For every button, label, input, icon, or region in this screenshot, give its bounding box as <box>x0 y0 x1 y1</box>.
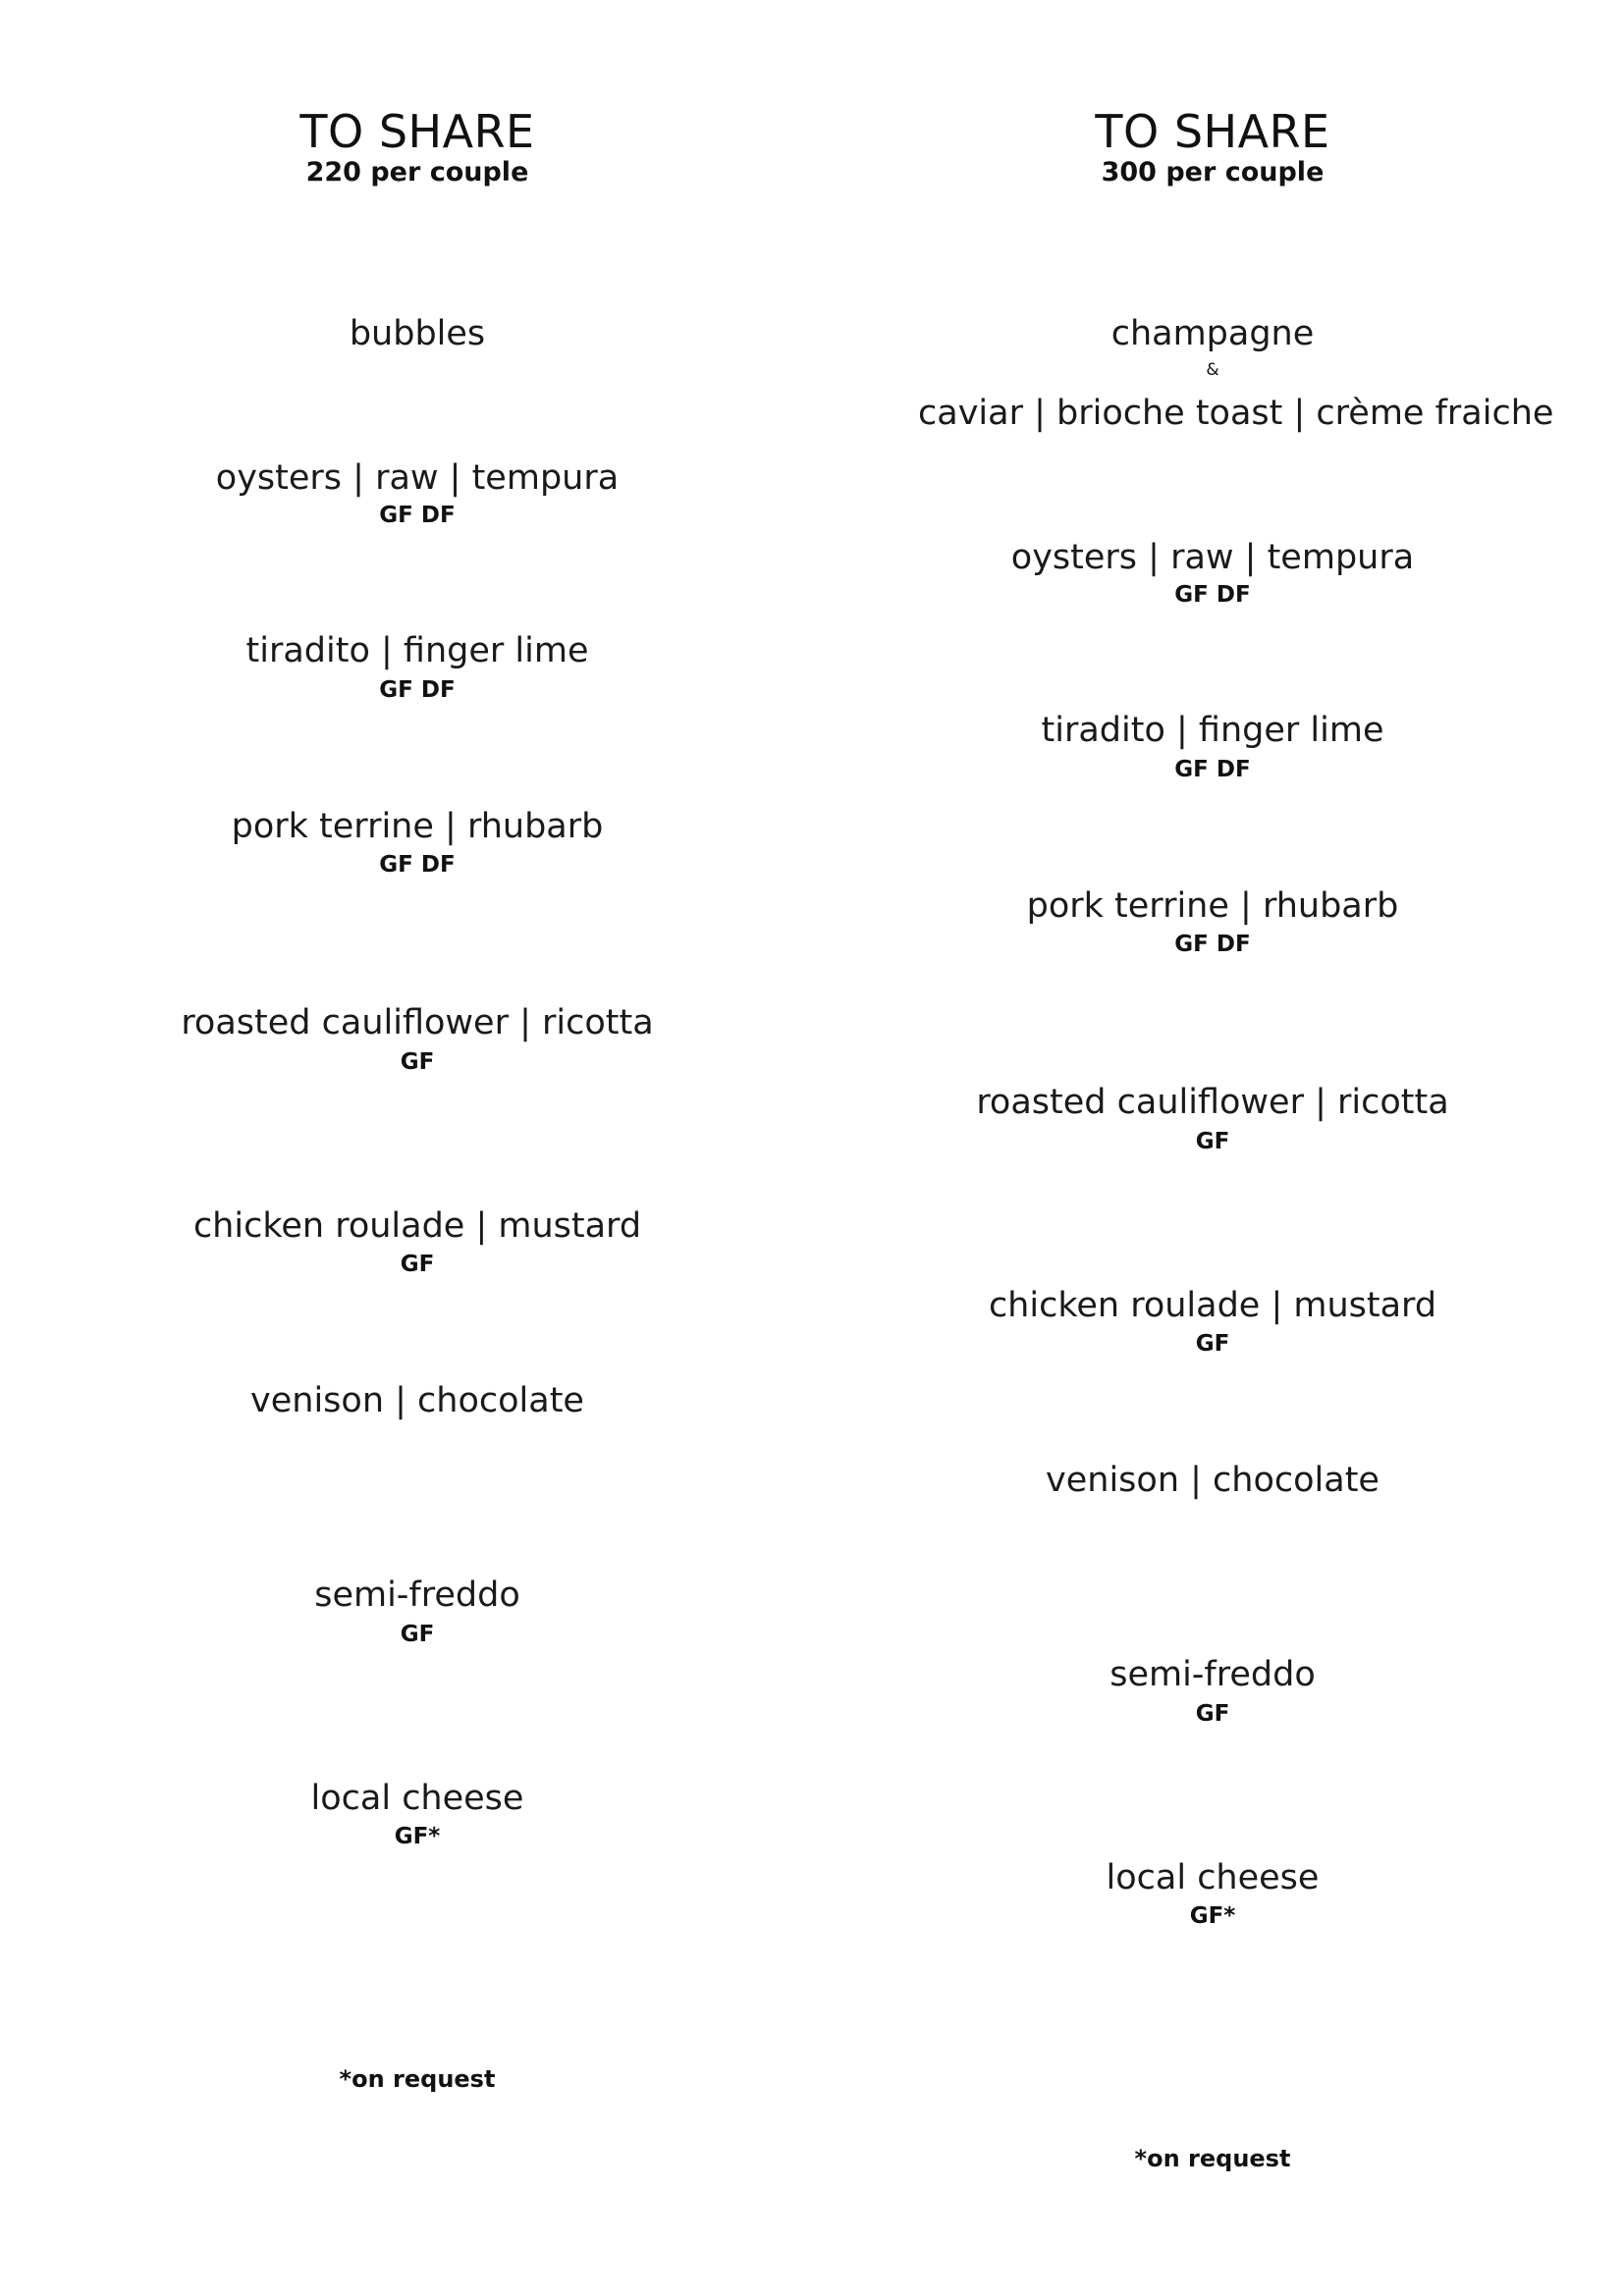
dietary-tags: GF <box>1195 1701 1230 1727</box>
dietary-tags: GF <box>1195 1129 1230 1154</box>
ampersand-joiner: & <box>1206 360 1219 380</box>
menu-item-dish: semi-freddo <box>314 1575 520 1615</box>
menu-column-left <box>123 0 712 2296</box>
dietary-tags: GF <box>400 1622 435 1647</box>
menu-item-dish: caviar | brioche toast | crème fraiche <box>918 394 1554 433</box>
menu-item-dish: venison | chocolate <box>250 1381 584 1420</box>
menu-item-dish: local cheese <box>1106 1858 1320 1897</box>
dietary-tags: GF* <box>1189 1903 1236 1929</box>
menu-item-dish: tiradito | finger lime <box>245 631 589 670</box>
menu-item-dish: pork terrine | rhubarb <box>1026 886 1399 926</box>
menu-item-dish: tiradito | finger lime <box>1041 711 1384 750</box>
menu-price: 220 per couple <box>305 157 529 187</box>
menu-item-dish: roasted cauliflower | ricotta <box>976 1083 1449 1122</box>
menu-item-dish: chicken roulade | mustard <box>192 1206 642 1246</box>
menu-price: 300 per couple <box>1101 157 1325 187</box>
dietary-tags: GF DF <box>1174 757 1251 782</box>
dietary-tags: GF <box>400 1252 435 1277</box>
dietary-tags: GF DF <box>379 677 456 703</box>
menu-item-dish: local cheese <box>310 1779 524 1818</box>
menu-item-dish: venison | chocolate <box>1046 1461 1380 1500</box>
dietary-tags: GF DF <box>1174 582 1251 608</box>
menu-column-right <box>918 0 1554 2296</box>
dietary-tags: GF DF <box>1174 932 1251 957</box>
dietary-tags: GF* <box>394 1824 441 1849</box>
footnote: *on request <box>1134 2145 1291 2172</box>
menu-item-dish: chicken roulade | mustard <box>988 1286 1437 1325</box>
menu-item-dish: champagne <box>1110 314 1315 353</box>
menu-item-dish: bubbles <box>349 314 486 353</box>
dietary-tags: GF <box>400 1049 435 1075</box>
menu-item-dish: roasted cauliflower | ricotta <box>181 1003 654 1042</box>
dietary-tags: GF DF <box>379 503 456 528</box>
menu-item-dish: oysters | raw | tempura <box>1010 538 1415 577</box>
dietary-tags: GF DF <box>379 852 456 878</box>
menu-heading: TO SHARE <box>299 105 535 158</box>
menu-item-dish: pork terrine | rhubarb <box>231 807 604 846</box>
menu-item-dish: semi-freddo <box>1109 1655 1316 1694</box>
menu-item-dish: oysters | raw | tempura <box>215 458 620 498</box>
footnote: *on request <box>339 2065 496 2093</box>
dietary-tags: GF <box>1195 1331 1230 1357</box>
menu-heading: TO SHARE <box>1095 105 1330 158</box>
